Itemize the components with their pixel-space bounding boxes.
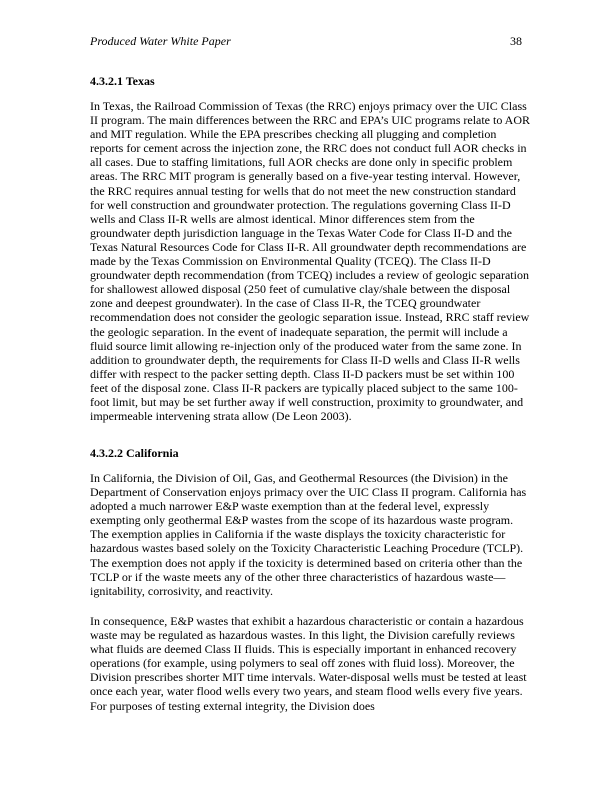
section-heading-california: 4.3.2.2 California	[90, 446, 179, 460]
page-header	[90, 34, 522, 48]
document-title: Produced Water White Paper	[90, 34, 231, 48]
section-heading-texas: 4.3.2.1 Texas	[90, 74, 155, 88]
paragraph-california-1: In California, the Division of Oil, Gas, and Geothermal Resources (the Division) in the Department of Conservation enjoys primacy over the UIC Class II program. California has adopted a much narrower E&P waste exemption than at the federal level, expressly exempting only geothermal E&P wastes from the scope of its hazardous waste program. The exemption applies in California if the waste displays the toxicity characteristic for hazardous wastes based solely on the Toxicity Characteristic Leaching Procedure (TCLP). The exemption does not apply if the toxicity is determined based on criteria other than the TCLP or if the waste meets any of the other three characteristics of hazardous waste—ignitability, corrosivity, and reactivity.	[90, 471, 527, 598]
page-number: 38	[510, 34, 522, 48]
paragraph-texas: In Texas, the Railroad Commission of Texas (the RRC) enjoys primacy over the UIC Class II program. The main differences between the RRC and EPA’s UIC programs relate to AOR and MIT regulation. While the EPA prescribes checking all plugging and completion reports for cement across the injection zone, the RRC does not conduct full AOR checks in all cases. Due to staffing limitations, full AOR checks are done only in specific problem areas. The RRC MIT program is generally based on a five-year testing interval. However, the RRC requires annual testing for wells that do not meet the new construction standard for well construction and groundwater protection. The regulations governing Class II-D wells and Class II-R wells are almost identical. Minor differences stem from the groundwater depth jurisdiction language in the Texas Water Code for Class II-D and the Texas Natural Resources Code for Class II-R. All groundwater depth recommendations are made by the Texas Commission on Environmental Quality (TCEQ). The Class II-D groundwater depth recommendation (from TCEQ) includes a review of geologic separation for shallowest allowed disposal (250 feet of cumulative clay/shale between the disposal zone and deepest groundwater). In the case of Class II-R, the TCEQ groundwater recommendation does not consider the geologic separation issue. Instead, RRC staff review the geologic separation. In the event of inadequate separation, the permit will include a fluid source limit allowing re-injection only of the produced water from the same zone. In addition to groundwater depth, the requirements for Class II-D wells and Class II-R wells differ with respect to the packer setting depth. Class II-D packers must be set within 100 feet of the disposal zone. Class II-R packers are typically placed subject to the same 100-foot limit, but may be set further away if well construction, proximity to groundwater, and impermeable intervening strata allow (De Leon 2003).	[90, 99, 531, 424]
paragraph-california-2: In consequence, E&P wastes that exhibit a hazardous characteristic or contain a hazardous waste may be regulated as hazardous wastes. In this light, the Division carefully reviews what fluids are deemed Class II fluids. This is especially important in enhanced recovery operations (for example, using polymers to seal off zones with fluid loss). Moreover, the Division prescribes shorter MIT time intervals. Water-disposal wells must be tested at least once each year, water flood wells every two years, and steam flood wells every five years. For purposes of testing external integrity, the Division does	[90, 614, 527, 713]
